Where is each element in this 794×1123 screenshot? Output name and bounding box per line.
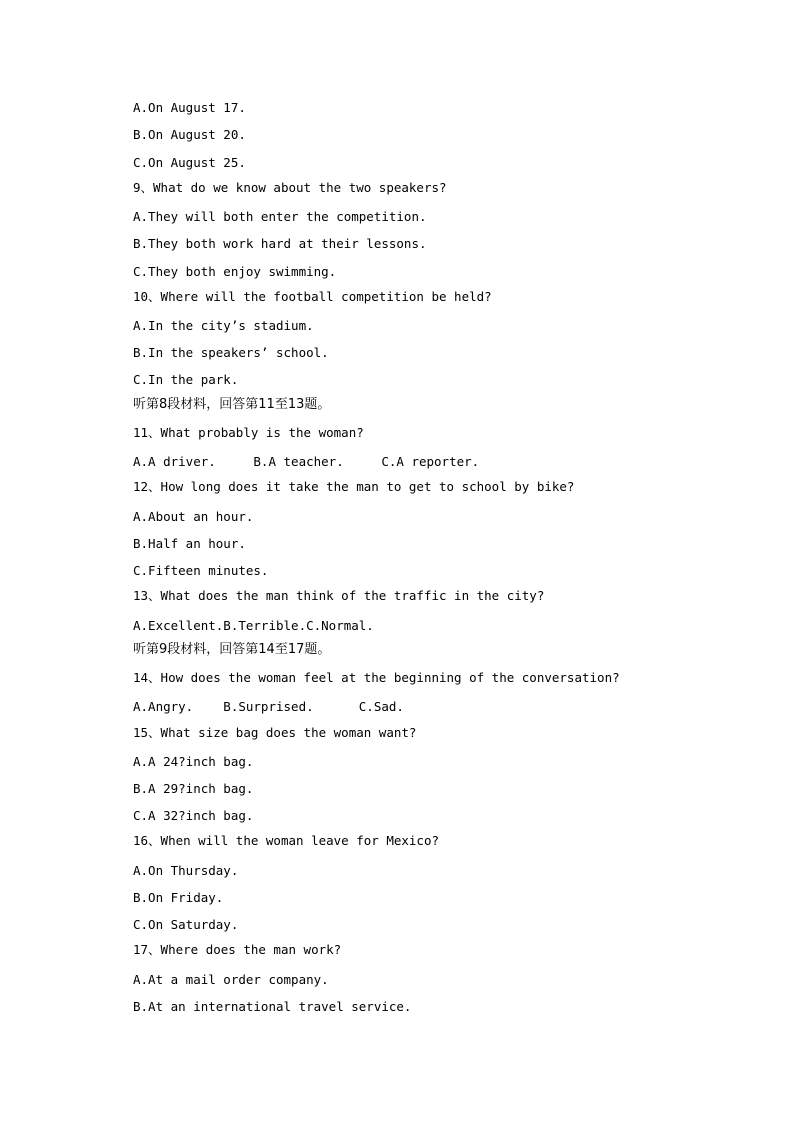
section-heading: 听第9段材料，回答第14至17题。 [133,642,331,657]
question-line: 11、What probably is the woman? [133,425,364,440]
option-line: B.At an international travel service. [133,999,412,1014]
option-line: C.On August 25. [133,155,246,170]
option-line: C.They both enjoy swimming. [133,264,337,279]
section-heading: 听第8段材料，回答第11至13题。 [133,397,331,412]
question-line: 17、Where does the man work? [133,942,342,957]
question-line: 13、What does the man think of the traffic in the city? [133,588,545,603]
option-line: C.In the park. [133,372,239,387]
option-line: A.A driver. B.A teacher. C.A reporter. [133,454,480,469]
option-line: B.Half an hour. [133,536,246,551]
option-line: B.On Friday. [133,890,224,905]
option-line: A.On Thursday. [133,863,239,878]
option-line: A.On August 17. [133,100,246,115]
question-line: 15、What size bag does the woman want? [133,725,417,740]
option-line: B.They both work hard at their lessons. [133,236,427,251]
option-line: B.On August 20. [133,127,246,142]
option-line: A.They will both enter the competition. [133,209,427,224]
option-line: B.A 29?inch bag. [133,781,254,796]
option-line: A.In the city’s stadium. [133,318,314,333]
option-line: A.At a mail order company. [133,972,329,987]
option-line: C.On Saturday. [133,917,239,932]
question-line: 14、How does the woman feel at the beginning of the conversation? [133,670,620,685]
question-line: 16、When will the woman leave for Mexico? [133,833,439,848]
question-line: 12、How long does it take the man to get to school by bike? [133,479,575,494]
option-line: A.About an hour. [133,509,254,524]
option-line: A.Excellent.B.Terrible.C.Normal. [133,618,374,633]
option-line: C.Fifteen minutes. [133,563,269,578]
question-line: 10、Where will the football competition be held? [133,289,492,304]
option-line: A.Angry. B.Surprised. C.Sad. [133,699,404,714]
question-line: 9、What do we know about the two speakers? [133,180,447,195]
option-line: A.A 24?inch bag. [133,754,254,769]
option-line: B.In the speakers’ school. [133,345,329,360]
option-line: C.A 32?inch bag. [133,808,254,823]
